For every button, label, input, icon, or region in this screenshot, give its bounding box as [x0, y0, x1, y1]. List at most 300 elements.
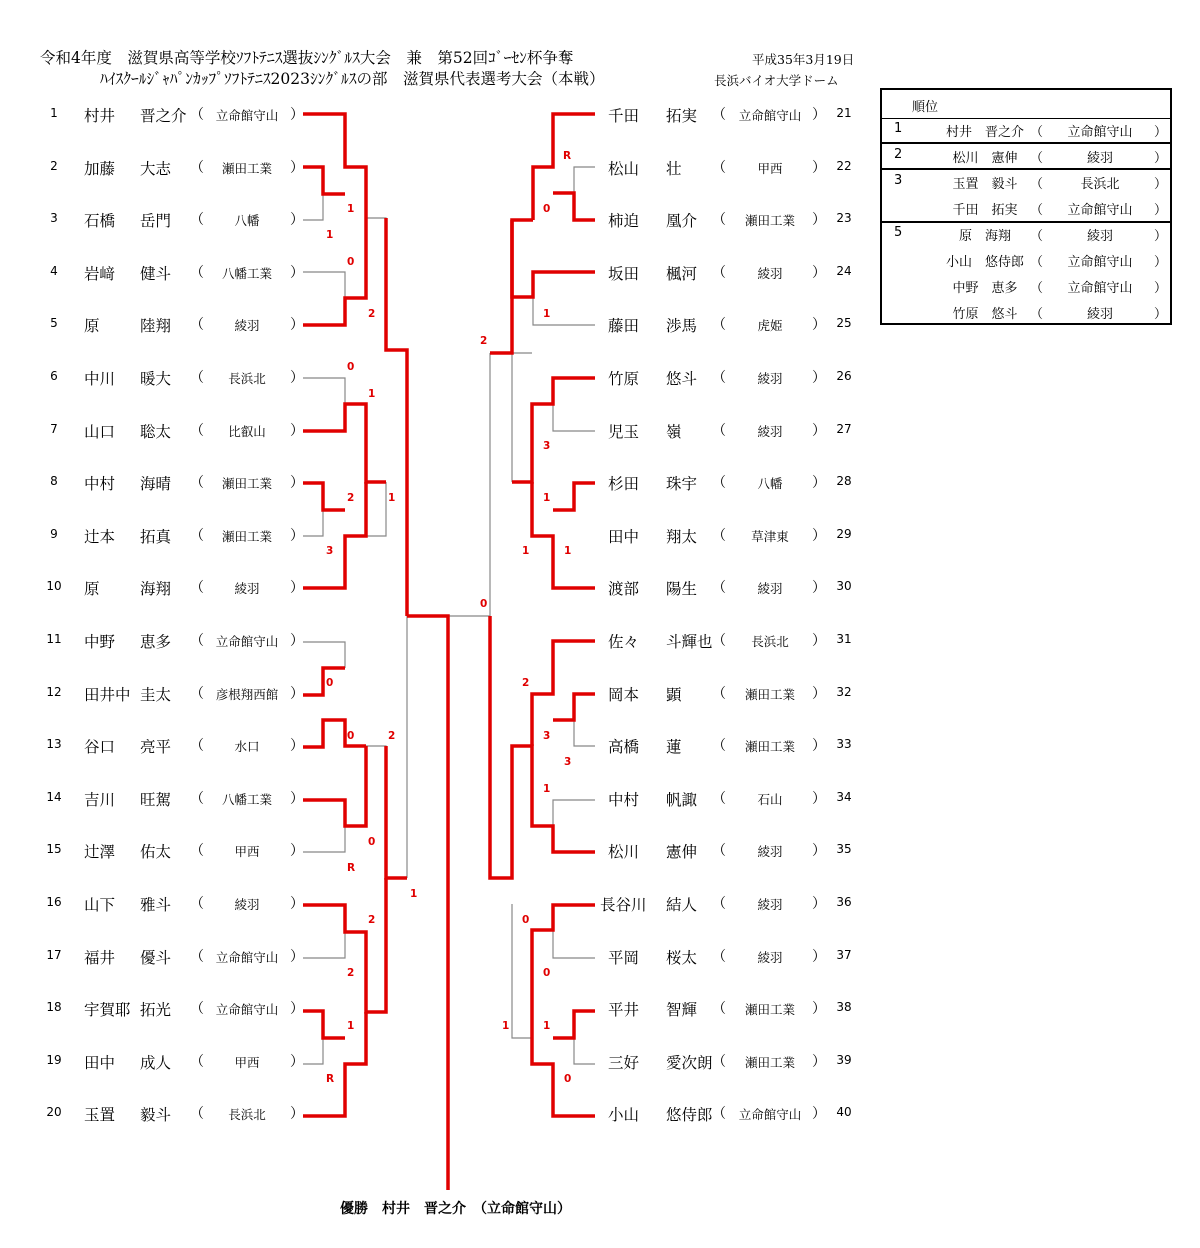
- player-given-name: 嶺: [666, 422, 682, 441]
- bracket-open: （: [190, 107, 204, 123]
- score-label: 0: [326, 677, 334, 689]
- title-line-2: ﾊｲｽｸｰﾙｼﾞｬﾊﾟﾝｶｯﾌﾟｿﾌﾄﾃﾆｽ2023ｼﾝｸﾞﾙｽの部 滋賀県代表選考大会（本戦）: [100, 70, 605, 88]
- player-school: 八幡: [234, 213, 260, 229]
- player-surname: 岡本: [608, 685, 640, 704]
- ranking-school: 綾羽: [1086, 151, 1113, 166]
- bracket-open: （: [190, 580, 204, 597]
- player-given-name: 海晴: [140, 475, 172, 494]
- player-surname: 高橋: [608, 738, 640, 757]
- bracket-open: （: [712, 1106, 726, 1123]
- bracket-open: （: [712, 948, 726, 965]
- player-school: 綾羽: [757, 265, 783, 281]
- bracket-close: ）: [812, 370, 826, 386]
- bracket-open: （: [712, 1001, 726, 1018]
- player-number: 10: [46, 579, 62, 594]
- bracket-open: （: [190, 685, 204, 702]
- bracket-close: ）: [290, 580, 304, 597]
- bracket-close: ）: [812, 896, 826, 912]
- player-number: 17: [46, 947, 62, 962]
- player-school: 瀬田工業: [744, 213, 795, 229]
- player-surname: 岩﨑: [84, 264, 116, 283]
- player-number: 27: [836, 421, 852, 436]
- player-given-name: 愛次朗: [666, 1053, 713, 1072]
- ranking-header: 順位: [912, 100, 939, 115]
- bracket-open: （: [190, 1001, 204, 1018]
- player-surname: 加藤: [84, 159, 116, 178]
- score-label: 1: [543, 783, 551, 795]
- bracket-open: （: [712, 370, 726, 386]
- player-number: 19: [46, 1052, 62, 1067]
- bracket-open: （: [712, 159, 726, 176]
- bracket-open: （: [1030, 307, 1044, 322]
- bracket-close: ）: [812, 948, 826, 965]
- player-given-name: 陸翔: [140, 317, 172, 336]
- player-given-name: 悠侍郎: [666, 1106, 713, 1125]
- bracket-open: （: [1030, 177, 1044, 192]
- score-label: 1: [388, 492, 396, 504]
- player-school: 水口: [234, 739, 260, 755]
- player-number: 35: [836, 842, 852, 857]
- ranking-name: 小山 悠侍郎: [945, 255, 1024, 270]
- player-given-name: 蓮: [666, 738, 682, 757]
- bracket-close: ）: [1154, 177, 1168, 192]
- ranking-rank: 2: [894, 147, 903, 162]
- bracket-open: （: [1030, 125, 1044, 140]
- player-school: 瀬田工業: [221, 160, 272, 176]
- bracket-open: （: [712, 843, 726, 860]
- ranking-school: 立命館守山: [1067, 203, 1133, 218]
- score-label: 1: [502, 1020, 510, 1032]
- bracket-open: （: [190, 527, 204, 544]
- player-number: 25: [836, 316, 852, 331]
- player-surname: 田中: [84, 1053, 116, 1072]
- player-school: 虎姫: [757, 318, 783, 334]
- player-school: 綾羽: [757, 581, 783, 597]
- player-number: 22: [836, 158, 852, 173]
- bracket-close: ）: [812, 264, 826, 281]
- player-number: 3: [50, 211, 58, 226]
- player-number: 16: [46, 895, 62, 909]
- ranking-rank: 5: [894, 225, 903, 240]
- bracket-open: （: [1030, 203, 1044, 218]
- player-given-name: 健斗: [140, 264, 172, 283]
- player-surname: 田井中: [84, 685, 131, 704]
- player-school: 立命館守山: [215, 108, 279, 123]
- player-given-name: 壮: [666, 159, 682, 178]
- player-school: 瀬田工業: [221, 528, 272, 544]
- player-school: 八幡工業: [221, 791, 272, 807]
- bracket-open: （: [190, 212, 204, 229]
- player-school: 瀬田工業: [744, 1002, 795, 1018]
- bracket-close: ）: [812, 317, 826, 334]
- player-school: 比叡山: [228, 423, 266, 439]
- score-label: 1: [347, 203, 355, 215]
- bracket-close: ）: [290, 633, 304, 649]
- ranking-school: 立命館守山: [1067, 125, 1133, 140]
- bracket-close: ）: [290, 317, 304, 334]
- player-surname: 田中: [608, 527, 640, 546]
- player-school: 甲西: [234, 1054, 260, 1070]
- score-label: 0: [564, 1073, 572, 1085]
- bracket-open: （: [712, 633, 726, 649]
- bracket-close: ）: [1154, 255, 1168, 270]
- score-label: 2: [480, 335, 488, 347]
- player-school: 瀬田工業: [744, 1054, 795, 1070]
- ranking-rank: 3: [894, 173, 903, 188]
- ranking-name: 松川 憲伸: [952, 151, 1018, 166]
- player-surname: 谷口: [84, 738, 116, 757]
- player-surname: 小山: [608, 1106, 640, 1125]
- player-number: 23: [836, 211, 852, 226]
- player-number: 4: [50, 263, 58, 278]
- score-label: 1: [368, 388, 376, 400]
- player-school: 綾羽: [757, 844, 783, 860]
- player-given-name: 海翔: [140, 580, 172, 599]
- player-school: 瀬田工業: [744, 686, 795, 702]
- player-school: 立命館守山: [215, 1002, 279, 1018]
- player-given-name: 智輝: [666, 1001, 698, 1020]
- bracket-open: （: [1030, 281, 1044, 296]
- bracket-open: （: [190, 843, 204, 860]
- player-number: 7: [50, 421, 58, 436]
- player-given-name: 旺駕: [140, 790, 172, 809]
- bracket-close: ）: [812, 212, 826, 229]
- bracket-close: ）: [290, 527, 304, 544]
- champion-label: 優勝 村井 晋之介 （立命館守山）: [340, 1201, 571, 1217]
- player-school: 綾羽: [757, 371, 783, 386]
- player-given-name: 聡太: [140, 422, 172, 441]
- score-label: R: [326, 1073, 335, 1085]
- player-number: 28: [836, 474, 852, 489]
- score-label: 1: [543, 492, 551, 504]
- bracket-close: ）: [290, 790, 304, 807]
- player-given-name: 珠宇: [666, 475, 698, 494]
- ranking-name: 千田 拓実: [952, 203, 1018, 218]
- player-number: 31: [836, 632, 852, 646]
- bracket-close: ）: [1154, 125, 1168, 140]
- ranking-school: 立命館守山: [1067, 255, 1133, 270]
- bracket-close: ）: [290, 107, 304, 123]
- bracket-open: （: [712, 580, 726, 597]
- ranking-rank: 1: [894, 121, 903, 136]
- player-surname: 村井: [84, 107, 116, 125]
- player-surname: 吉川: [84, 790, 116, 809]
- score-label: 0: [480, 598, 488, 610]
- player-school: 綾羽: [234, 318, 260, 334]
- bracket-close: ）: [290, 212, 304, 229]
- player-school: 立命館守山: [215, 949, 279, 965]
- player-school: 長浜北: [751, 634, 789, 649]
- bracket-close: ）: [290, 159, 304, 176]
- bracket-close: ）: [812, 527, 826, 544]
- bracket-close: ）: [812, 1001, 826, 1018]
- player-surname: 三好: [608, 1053, 640, 1072]
- player-number: 29: [836, 526, 852, 541]
- score-label: 1: [347, 1020, 355, 1032]
- player-number: 24: [836, 263, 852, 278]
- ranking-school: 綾羽: [1086, 229, 1113, 244]
- bracket-open: （: [190, 370, 204, 386]
- player-surname: 原: [84, 317, 100, 336]
- score-label: 3: [326, 545, 334, 557]
- ranking-school: 立命館守山: [1067, 281, 1133, 296]
- player-number: 14: [46, 789, 62, 804]
- player-number: 15: [46, 842, 62, 857]
- player-surname: 坂田: [608, 264, 640, 283]
- ranking-name: 竹原 悠斗: [952, 307, 1018, 322]
- bracket-close: ）: [290, 475, 304, 492]
- score-label: 0: [543, 203, 551, 215]
- score-label: 0: [347, 361, 355, 373]
- player-surname: 石橋: [84, 212, 116, 231]
- player-school: 長浜北: [228, 1107, 266, 1123]
- player-number: 5: [50, 316, 58, 331]
- player-school: 長浜北: [228, 371, 266, 386]
- player-school: 立命館守山: [738, 1107, 802, 1123]
- player-given-name: 佑太: [140, 843, 172, 862]
- player-number: 12: [46, 684, 62, 699]
- player-surname: 松川: [608, 843, 640, 862]
- player-surname: 千田: [608, 107, 640, 125]
- player-school: 綾羽: [234, 581, 260, 597]
- player-number: 2: [50, 158, 58, 173]
- bracket-close: ）: [1154, 229, 1168, 244]
- player-number: 36: [836, 895, 852, 909]
- player-given-name: 拓実: [666, 107, 698, 125]
- player-school: 石山: [757, 791, 783, 807]
- player-surname: 平井: [608, 1001, 640, 1020]
- bracket-close: ）: [812, 107, 826, 123]
- player-given-name: 晋之介: [140, 107, 187, 125]
- player-given-name: 毅斗: [140, 1106, 172, 1125]
- bracket-open: （: [190, 317, 204, 334]
- player-given-name: 恵多: [140, 633, 172, 651]
- bracket-close: ）: [290, 896, 304, 912]
- player-school: 八幡: [757, 476, 783, 492]
- score-label: 0: [368, 836, 376, 848]
- bracket-open: （: [1030, 255, 1044, 270]
- player-given-name: 結人: [666, 896, 698, 914]
- player-given-name: 翔太: [666, 527, 698, 546]
- bracket-close: ）: [1154, 151, 1168, 166]
- ranking-school: 長浜北: [1080, 177, 1120, 192]
- score-label: 2: [368, 308, 376, 320]
- ranking-name: 中野 恵多: [952, 281, 1018, 296]
- player-given-name: 成人: [140, 1053, 172, 1072]
- player-surname: 佐々: [608, 633, 640, 651]
- player-school: 綾羽: [234, 897, 260, 912]
- score-label: 0: [347, 256, 355, 268]
- bracket-close: ）: [290, 948, 304, 965]
- player-number: 33: [836, 737, 852, 752]
- bracket-close: ）: [812, 1106, 826, 1123]
- player-number: 6: [50, 369, 58, 383]
- player-number: 30: [836, 579, 852, 594]
- player-surname: 平岡: [608, 948, 640, 967]
- player-given-name: 顕: [666, 685, 682, 704]
- player-number: 39: [836, 1052, 852, 1067]
- bracket-close: ）: [812, 685, 826, 702]
- score-label: 3: [543, 730, 551, 742]
- player-given-name: 帆諏: [666, 790, 698, 809]
- player-surname: 中野: [84, 633, 116, 651]
- title-line-1: 令和4年度 滋賀県高等学校ｿﾌﾄﾃﾆｽ選抜ｼﾝｸﾞﾙｽ大会 兼 第52回ｺﾞｰｾﾝ杯争奪: [40, 49, 574, 67]
- player-given-name: 凰介: [666, 212, 698, 231]
- bracket-close: ）: [812, 843, 826, 860]
- player-school: 綾羽: [757, 423, 783, 439]
- player-school: 甲西: [234, 844, 260, 860]
- player-surname: 福井: [84, 948, 116, 967]
- bracket-close: ）: [812, 159, 826, 176]
- player-school: 甲西: [757, 160, 783, 176]
- bracket-open: （: [712, 422, 726, 439]
- player-given-name: 岳門: [140, 212, 172, 231]
- score-label: 0: [522, 914, 530, 926]
- player-given-name: 桜太: [666, 948, 698, 967]
- score-label: 2: [368, 914, 376, 926]
- player-surname: 松山: [608, 159, 640, 178]
- bracket-open: （: [712, 790, 726, 807]
- score-label: 1: [543, 308, 551, 320]
- score-label: 1: [326, 229, 334, 241]
- score-label: R: [347, 862, 356, 874]
- bracket-open: （: [190, 738, 204, 755]
- bracket-open: （: [190, 896, 204, 912]
- bracket-open: （: [190, 159, 204, 176]
- player-school: 彦根翔西館: [215, 686, 279, 702]
- player-number: 32: [836, 684, 852, 699]
- bracket-close: ）: [1154, 281, 1168, 296]
- score-label: 2: [388, 730, 396, 742]
- event-date: 平成35年3月19日: [752, 52, 855, 67]
- bracket-close: ）: [812, 475, 826, 492]
- bracket-open: （: [712, 1053, 726, 1070]
- player-given-name: 陽生: [666, 580, 698, 599]
- bracket-close: ）: [290, 1053, 304, 1070]
- player-number: 1: [50, 106, 58, 120]
- player-surname: 中村: [84, 475, 116, 494]
- bracket-close: ）: [290, 843, 304, 860]
- player-number: 26: [836, 369, 852, 383]
- player-school: 綾羽: [757, 897, 783, 912]
- bracket-close: ）: [290, 264, 304, 281]
- player-school: 綾羽: [757, 949, 783, 965]
- player-surname: 杉田: [608, 475, 640, 494]
- score-label: 2: [347, 492, 355, 504]
- player-number: 34: [836, 789, 852, 804]
- player-given-name: 雅斗: [140, 896, 172, 914]
- bracket-close: ）: [290, 1106, 304, 1123]
- player-school: 草津東: [751, 528, 789, 544]
- bracket-open: （: [712, 212, 726, 229]
- bracket-open: （: [190, 422, 204, 439]
- bracket-close: ）: [812, 1053, 826, 1070]
- bracket-open: （: [190, 948, 204, 965]
- player-surname: 竹原: [608, 370, 640, 388]
- score-label: 2: [522, 677, 530, 689]
- bracket-open: （: [190, 475, 204, 492]
- bracket-close: ）: [812, 580, 826, 597]
- player-school: 立命館守山: [738, 108, 802, 123]
- bracket-open: （: [190, 1106, 204, 1123]
- player-school: 瀬田工業: [221, 476, 272, 492]
- ranking-name: 原 海翔: [958, 229, 1011, 244]
- player-school: 瀬田工業: [744, 739, 795, 755]
- player-surname: 渡部: [608, 580, 640, 599]
- player-surname: 玉置: [84, 1106, 116, 1125]
- score-label: 1: [410, 888, 418, 900]
- ranking-table: [880, 88, 1172, 325]
- player-given-name: 拓光: [140, 1001, 172, 1020]
- bracket-close: ）: [1154, 307, 1168, 322]
- score-label: 0: [543, 967, 551, 979]
- player-surname: 中川: [84, 370, 116, 388]
- player-given-name: 楓河: [666, 264, 698, 283]
- ranking-name: 玉置 毅斗: [952, 177, 1018, 192]
- player-given-name: 拓真: [140, 527, 172, 546]
- player-surname: 山下: [84, 896, 116, 914]
- ranking-name: 村井 晋之介: [945, 125, 1024, 140]
- player-surname: 原: [84, 580, 100, 599]
- player-number: 21: [836, 106, 852, 120]
- event-venue: 長浜バイオ大学ドーム: [714, 73, 839, 88]
- player-surname: 児玉: [608, 422, 640, 441]
- player-number: 11: [46, 632, 62, 646]
- score-label: 2: [347, 967, 355, 979]
- player-given-name: 優斗: [140, 948, 172, 967]
- ranking-school: 綾羽: [1086, 307, 1113, 322]
- bracket-open: （: [190, 633, 204, 649]
- bracket-open: （: [190, 264, 204, 281]
- bracket-close: ）: [812, 633, 826, 649]
- player-school: 立命館守山: [215, 634, 279, 649]
- bracket-close: ）: [812, 790, 826, 807]
- bracket-open: （: [712, 896, 726, 912]
- bracket-close: ）: [290, 370, 304, 386]
- player-given-name: 悠斗: [666, 370, 698, 388]
- player-given-name: 斗輝也: [666, 633, 713, 651]
- bracket-close: ）: [290, 738, 304, 755]
- player-given-name: 暖大: [140, 370, 172, 388]
- score-label: 1: [564, 545, 572, 557]
- player-surname: 長谷川: [600, 896, 647, 914]
- bracket-open: （: [712, 317, 726, 334]
- score-label: 0: [347, 730, 355, 742]
- score-label: 3: [564, 756, 572, 768]
- player-number: 18: [46, 1000, 62, 1015]
- player-surname: 宇賀耶: [84, 1001, 131, 1020]
- bracket-open: （: [1030, 229, 1044, 244]
- player-school: 八幡工業: [221, 265, 272, 281]
- player-surname: 辻澤: [84, 843, 116, 862]
- player-number: 8: [50, 474, 58, 489]
- score-label: 3: [543, 440, 551, 452]
- player-given-name: 亮平: [140, 738, 172, 757]
- score-label: R: [563, 150, 572, 162]
- bracket-close: ）: [812, 738, 826, 755]
- bracket-close: ）: [290, 422, 304, 439]
- player-number: 37: [836, 947, 852, 962]
- bracket-open: （: [712, 107, 726, 123]
- bracket-open: （: [190, 1053, 204, 1070]
- bracket-open: （: [712, 738, 726, 755]
- player-surname: 辻本: [84, 527, 116, 546]
- bracket-open: （: [712, 475, 726, 492]
- bracket-open: （: [1030, 151, 1044, 166]
- player-surname: 山口: [84, 422, 116, 441]
- player-number: 20: [46, 1105, 62, 1120]
- bracket-close: ）: [1154, 203, 1168, 218]
